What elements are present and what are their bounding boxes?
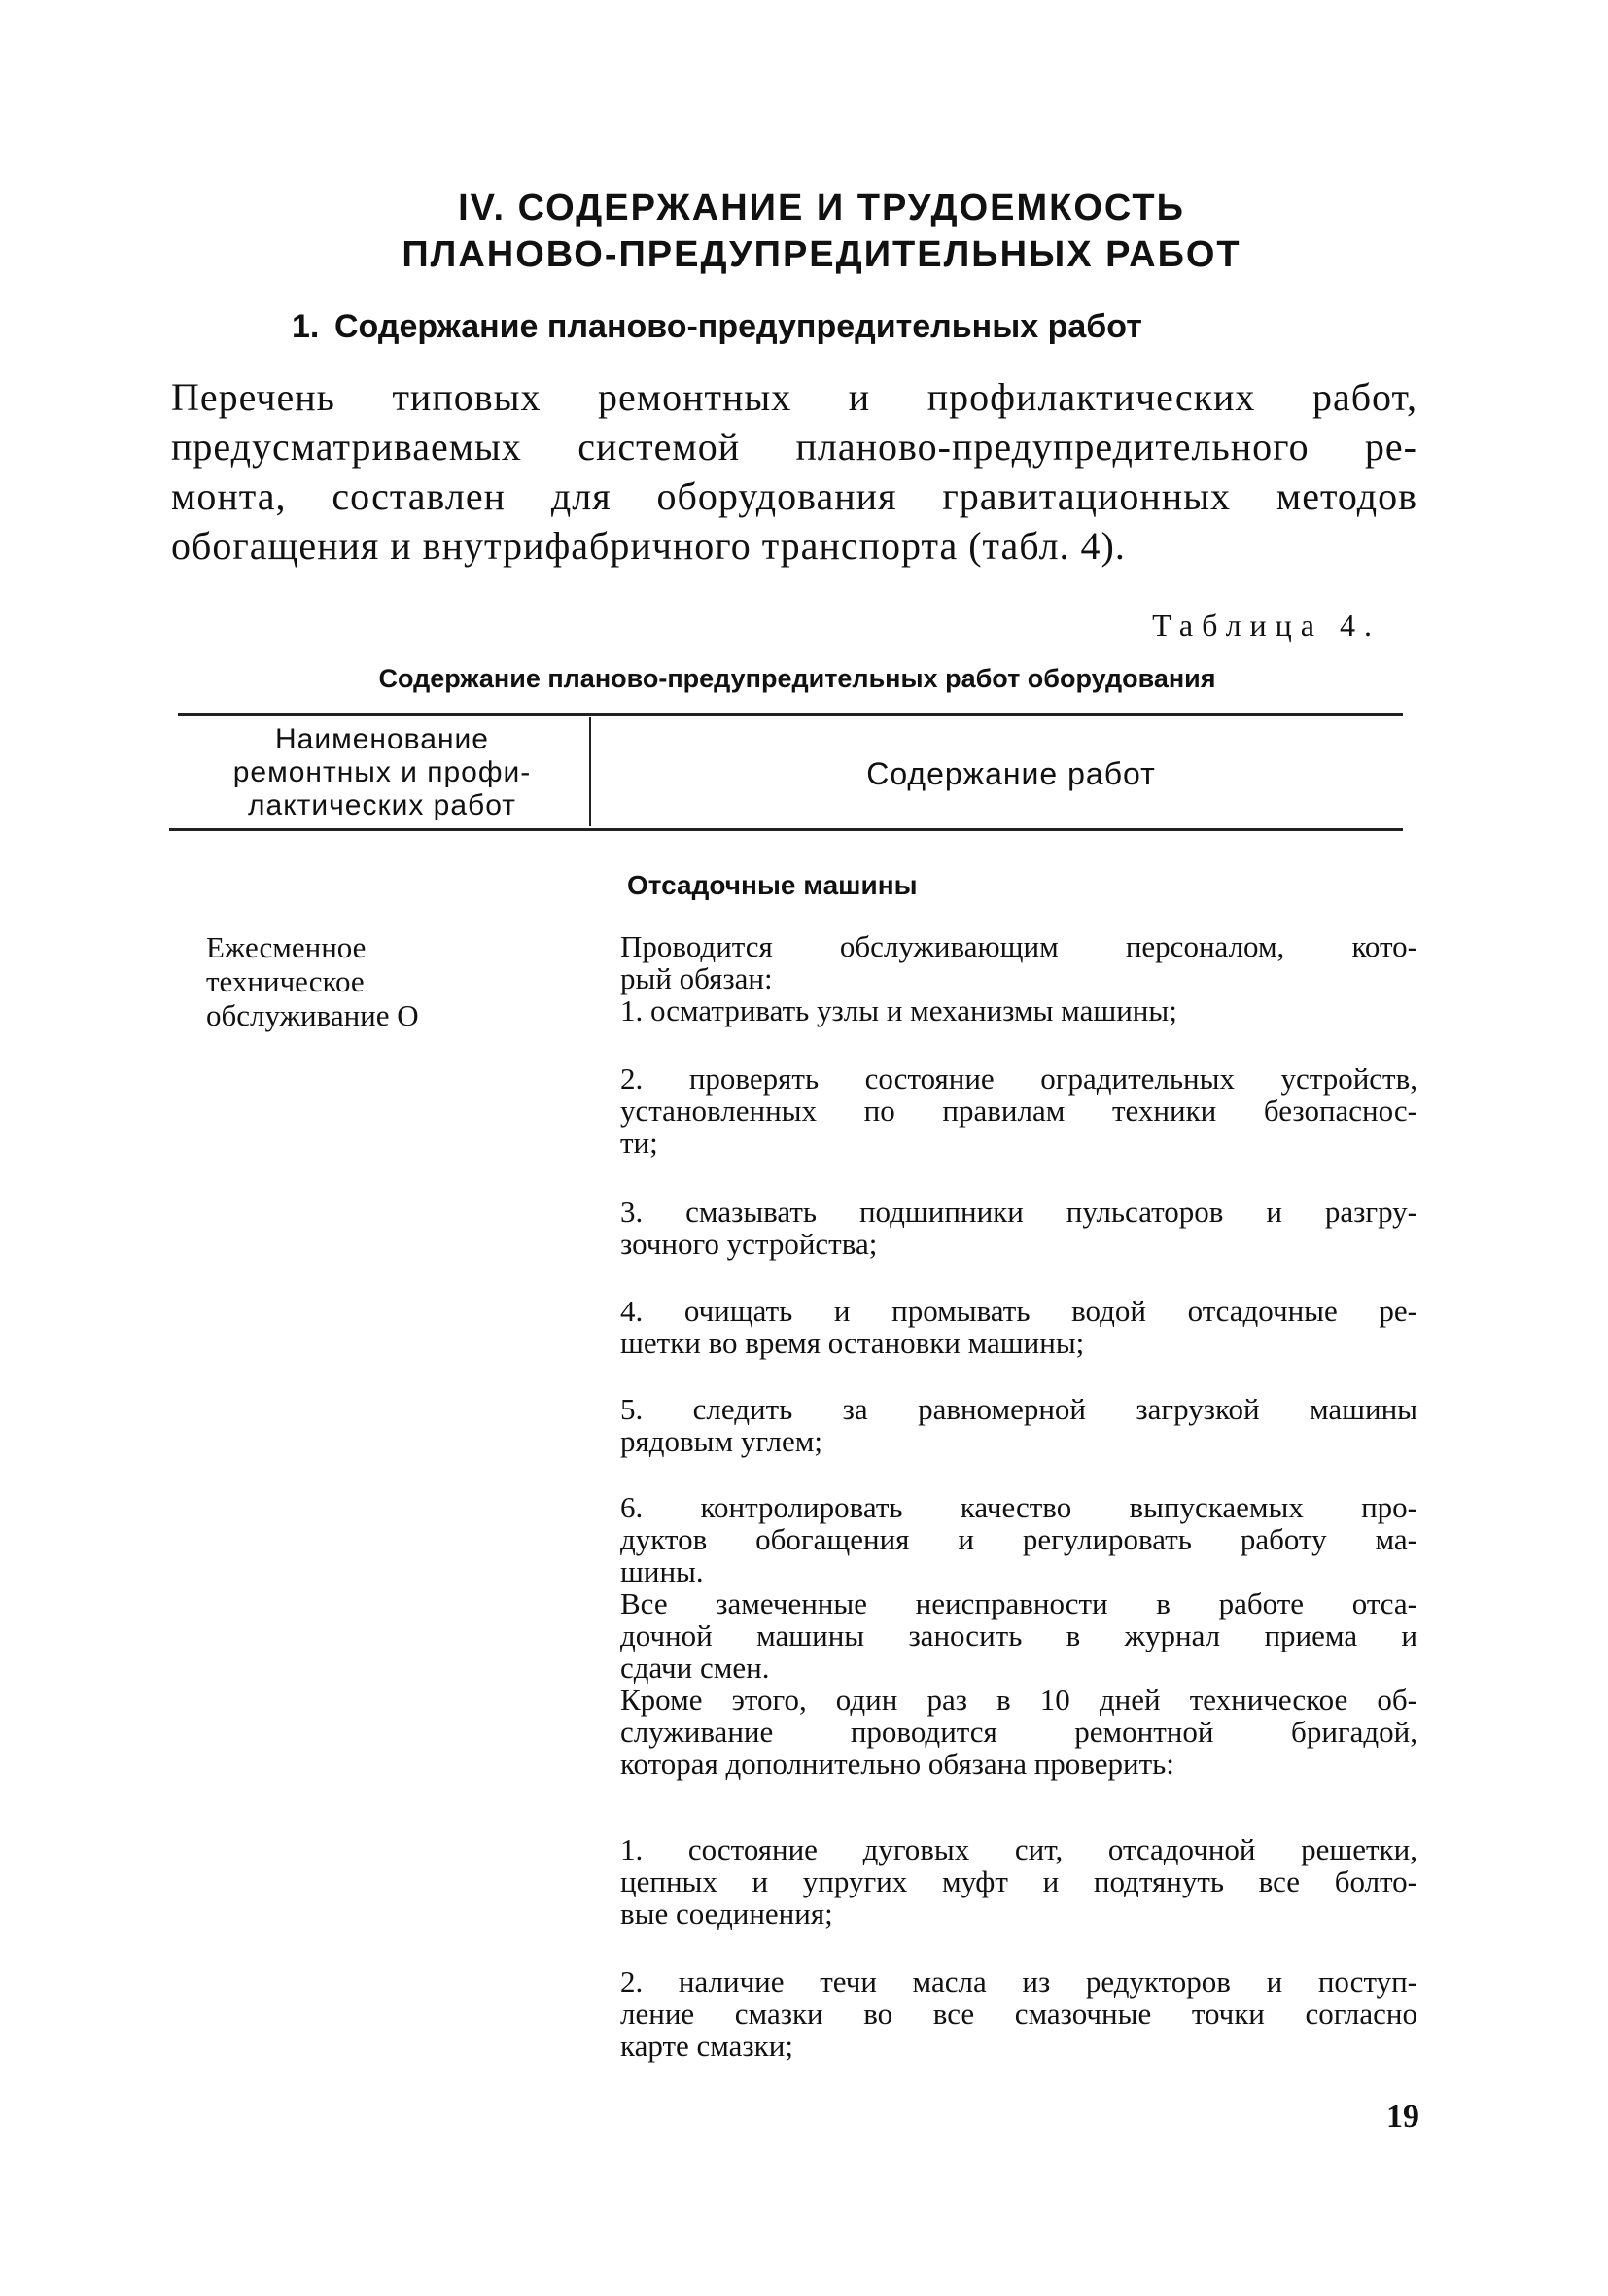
content-paragraph: [620, 1833, 1417, 1930]
content-line: рядовым углем;: [620, 1424, 822, 1458]
intro-line: предусматриваемых системой планово-предупредительного ре-: [171, 425, 1417, 469]
table-header-name: [178, 723, 586, 822]
table-caption: Содержание планово-предупредительных работ оборудования: [378, 664, 1216, 693]
content-line: 6. контролировать качество выпускаемых про-: [620, 1490, 1417, 1524]
content-paragraph: [620, 1491, 1417, 1780]
content-line: зочного устройства;: [620, 1227, 878, 1261]
intro-line: обогащения и внутрифабричного транспорта (табл. 4).: [171, 524, 1126, 568]
content-line: Все замеченные неисправности в работе отса-: [620, 1586, 1417, 1620]
table-top-rule: [178, 713, 1403, 716]
content-line: 3. смазывать подшипники пульсаторов и разгру-: [620, 1195, 1417, 1229]
content-line: которая дополнительно обязана проверить:: [620, 1747, 1174, 1781]
section-title: [292, 305, 1361, 348]
page-number: 19: [1386, 2099, 1419, 2135]
chapter-title-line-1: IV. СОДЕРЖАНИЕ И ТРУДОЕМКОСТЬ: [458, 188, 1185, 228]
content-line: 2. проверять состояние оградительных устройств,: [620, 1061, 1417, 1096]
content-line: 2. наличие течи масла из редукторов и поступ-: [620, 1965, 1417, 1999]
chapter-title: [233, 185, 1410, 278]
content-paragraph: [620, 1295, 1417, 1359]
header-name-line: лактических работ: [248, 789, 516, 821]
work-type-line: техническое: [206, 964, 365, 998]
section-title-text: Содержание планово-предупредительных работ: [334, 308, 1142, 345]
equipment-section-heading: Отсадочные машины: [627, 870, 918, 900]
content-line: рый обязан:: [620, 961, 773, 995]
content-line: ление смазки во все смазочные точки согласно: [620, 1997, 1417, 2031]
chapter-title-line-2: ПЛАНОВО-ПРЕДУПРЕДИТЕЛЬНЫХ РАБОТ: [402, 234, 1241, 275]
content-line: цепных и упругих муфт и подтянуть все болто-: [620, 1864, 1417, 1898]
content-line: 4. очищать и промывать водой отсадочные ре-: [620, 1294, 1417, 1328]
table-header-content: Содержание работ: [866, 756, 1156, 791]
content-line: дуктов обогащения и регулировать работу ма-: [620, 1522, 1417, 1556]
content-line: 5. следить за равномерной загрузкой машины: [620, 1392, 1417, 1426]
content-line: ти;: [620, 1126, 658, 1160]
work-type-line: обслуживание О: [206, 998, 419, 1032]
content-line: 1. состояние дуговых сит, отсадочной решетки,: [620, 1832, 1417, 1866]
content-line: дочной машины заносить в журнал приема и: [620, 1618, 1417, 1652]
intro-paragraph: [171, 372, 1417, 571]
work-type-line: Ежесменное: [206, 930, 367, 964]
content-line: Кроме этого, один раз в 10 дней техническое об-: [620, 1683, 1417, 1717]
table-header-divider: [589, 717, 591, 826]
content-paragraph: [620, 1062, 1417, 1159]
content-line: сдачи смен.: [620, 1651, 770, 1685]
content-line: Проводится обслуживающим персоналом, кото-: [620, 929, 1417, 963]
content-line: шетки во время остановки машины;: [620, 1326, 1085, 1360]
content-line: служивание проводится ремонтной бригадой,: [620, 1715, 1417, 1749]
header-name-line: Наименование: [275, 723, 489, 755]
content-line: вые соединения;: [620, 1896, 833, 1931]
table-number-label: Таблица 4.: [1152, 608, 1381, 643]
section-number: 1.: [292, 308, 320, 345]
content-paragraph: [620, 1393, 1417, 1457]
content-line: 1. осматривать узлы и механизмы машины;: [620, 993, 1177, 1027]
content-paragraph: [620, 1196, 1417, 1260]
header-name-line: ремонтных и профи-: [232, 756, 532, 788]
content-line: карте смазки;: [620, 2029, 793, 2063]
table-header-rule: [169, 828, 1403, 831]
content-line: установленных по правилам техники безопаснос-: [620, 1094, 1417, 1128]
work-type-cell: [206, 930, 556, 1032]
content-line: шины.: [620, 1554, 704, 1588]
content-paragraph: [620, 1966, 1417, 2062]
content-paragraph: [620, 930, 1417, 1026]
intro-line: Перечень типовых ремонтных и профилактических работ,: [171, 375, 1417, 419]
intro-line: монта, составлен для оборудования гравитационных методов: [171, 474, 1417, 518]
